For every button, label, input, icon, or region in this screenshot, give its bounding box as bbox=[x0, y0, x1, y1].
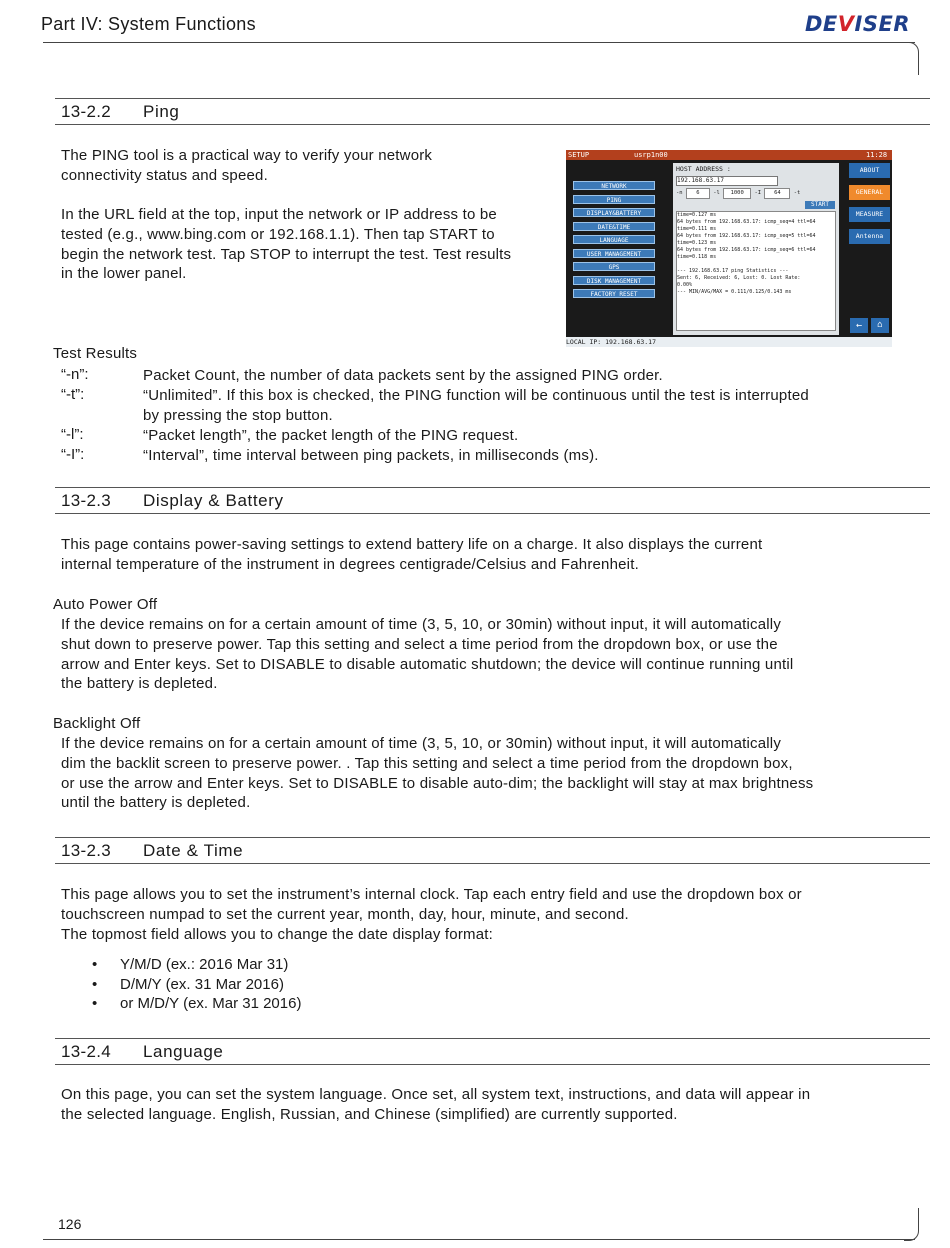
section-title: Date & Time bbox=[143, 841, 244, 860]
section-number: 13-2.3 bbox=[61, 491, 112, 510]
screenshot-local-ip: LOCAL IP: 192.168.63.17 bbox=[566, 337, 892, 347]
param-field: 1000 bbox=[723, 188, 751, 199]
screenshot-menu-item: LANGUAGE bbox=[573, 235, 655, 244]
backlight-off-text bbox=[61, 734, 813, 813]
text-line: touchscreen numpad to set the current year, month, day, hour, minute, and second. bbox=[61, 905, 629, 923]
back-arrow-icon: ← bbox=[850, 318, 868, 333]
screenshot-menu-item: FACTORY RESET bbox=[573, 289, 655, 298]
screenshot-menu-item: DATE&TIME bbox=[573, 222, 655, 231]
text-line: “Packet length”, the packet length of the PING request. bbox=[143, 427, 519, 444]
result-desc bbox=[143, 386, 893, 426]
screenshot-host-label: HOST ADDRESS : bbox=[676, 165, 731, 173]
text-line: begin the network test. Tap STOP to interrupt the test. Test results bbox=[61, 245, 512, 263]
screenshot-setup-label: SETUP bbox=[568, 151, 590, 159]
text-line: Packet Count, the number of data packets sent by the assigned PING order. bbox=[143, 367, 663, 384]
result-key: “-I”: bbox=[61, 446, 85, 463]
language-text bbox=[61, 1085, 810, 1125]
footer-rule-corner bbox=[904, 1208, 919, 1241]
text-line: The topmost field allows you to change the date display format: bbox=[61, 925, 493, 943]
text-line: If the device remains on for a certain amount of time (3, 5, 10, or 30min) without input, it will automatically bbox=[61, 735, 782, 752]
text-line: tested (e.g., www.bing.com or 192.168.1.1). Then tap START to bbox=[61, 225, 495, 243]
output-line: 64 bytes from 192.168.63.17: icmp_seq=5 ttl=64 bbox=[677, 233, 816, 239]
test-results-heading: Test Results bbox=[53, 345, 138, 362]
text-line: in the lower panel. bbox=[61, 265, 187, 283]
result-desc bbox=[143, 366, 893, 386]
screenshot-side-tab: GENERAL bbox=[849, 185, 890, 200]
section-heading-ping bbox=[55, 98, 930, 125]
text-line: “Interval”, time interval between ping packets, in milliseconds (ms). bbox=[143, 447, 599, 464]
text-line: On this page, you can set the system language. Once set, all system text, instructions, and data will appear in bbox=[61, 1086, 811, 1103]
text-line: dim the backlit screen to preserve power. . Tap this setting and select a time period from the dropdown box, bbox=[61, 754, 793, 772]
result-key: “-l”: bbox=[61, 426, 84, 443]
bullet-icon: • bbox=[92, 956, 98, 973]
header-title: Part IV: System Functions bbox=[41, 14, 256, 34]
section-number: 13-2.3 bbox=[61, 841, 112, 860]
auto-power-off-text bbox=[61, 615, 793, 694]
output-line: 64 bytes from 192.168.63.17: icmp_seq=4 ttl=64 bbox=[677, 219, 816, 225]
section-title: Language bbox=[143, 1042, 224, 1061]
text-line: This page contains power-saving settings to extend battery life on a charge. It also displays the current bbox=[61, 536, 763, 553]
list-item-text: or M/D/Y (ex. Mar 31 2016) bbox=[120, 995, 302, 1012]
text-line: the selected language. English, Russian, and Chinese (simplified) are currently supported. bbox=[61, 1105, 678, 1123]
screenshot-host-field: 192.168.63.17 bbox=[676, 176, 778, 186]
screenshot-user: usrp1n00 bbox=[634, 151, 668, 159]
screenshot-menu-item: NETWORK bbox=[573, 181, 655, 190]
section-number: 13-2.2 bbox=[61, 102, 112, 121]
output-line bbox=[677, 261, 835, 268]
screenshot-start-button: START bbox=[805, 201, 835, 209]
section-number: 13-2.4 bbox=[61, 1042, 112, 1061]
screenshot-time: 11:28 bbox=[866, 151, 888, 159]
screenshot-side-tab: Antenna bbox=[849, 229, 890, 244]
screenshot-ping-panel bbox=[673, 163, 839, 335]
text-line: internal temperature of the instrument in degrees centigrade/Celsius and Fahrenheit. bbox=[61, 555, 639, 573]
text-line: arrow and Enter keys. Set to DISABLE to disable automatic shutdown; the device will continue running until bbox=[61, 655, 794, 673]
text-line: This page allows you to set the instrument’s internal clock. Tap each entry field and use the dropdown box or bbox=[61, 886, 802, 903]
text-line: or use the arrow and Enter keys. Set to DISABLE to disable auto-dim; the backlight will stay at max brightness bbox=[61, 774, 814, 792]
output-line: Sent: 6, Received: 6, Lost: 0. Lost Rate: bbox=[677, 275, 801, 281]
output-line: time=0.111 ms bbox=[677, 226, 717, 232]
page-number: 126 bbox=[58, 1216, 82, 1232]
section-title: Display & Battery bbox=[143, 491, 284, 510]
result-key: “-t”: bbox=[61, 386, 85, 403]
param-field: 64 bbox=[764, 188, 790, 199]
text-line: If the device remains on for a certain amount of time (3, 5, 10, or 30min) without input, it will automatically bbox=[61, 616, 782, 633]
datetime-intro bbox=[61, 885, 802, 944]
result-desc bbox=[143, 426, 893, 446]
text-line: until the battery is depleted. bbox=[61, 794, 251, 812]
screenshot-menu-item: GPS bbox=[573, 262, 655, 271]
ping-screenshot bbox=[566, 150, 892, 347]
screenshot-menu-item: DISK MANAGEMENT bbox=[573, 276, 655, 285]
section-title: Ping bbox=[143, 102, 180, 121]
header-rule bbox=[43, 42, 915, 43]
backlight-off-heading: Backlight Off bbox=[53, 715, 141, 732]
param-field: 6 bbox=[686, 188, 710, 199]
section-heading-display-battery bbox=[55, 487, 930, 514]
text-line: connectivity status and speed. bbox=[61, 166, 268, 184]
result-key: “-n”: bbox=[61, 366, 89, 383]
screenshot-side-tab: ABOUT bbox=[849, 163, 890, 178]
param: -n bbox=[676, 190, 683, 196]
output-line: time=0.118 ms bbox=[677, 254, 717, 260]
bullet-icon: • bbox=[92, 995, 98, 1012]
screenshot-status-bar bbox=[566, 150, 892, 160]
display-intro bbox=[61, 535, 762, 575]
output-line: time=0.127 ms bbox=[677, 212, 717, 218]
ping-instructions bbox=[61, 205, 511, 284]
text-line: shut down to preserve power. Tap this setting and select a time period from the dropdown box, or use the bbox=[61, 635, 778, 653]
screenshot-menu-item: USER MANAGEMENT bbox=[573, 249, 655, 258]
param: -t bbox=[793, 190, 801, 196]
screenshot-output bbox=[676, 211, 836, 331]
home-icon: ⌂ bbox=[871, 318, 889, 333]
list-item-text: D/M/Y (ex. 31 Mar 2016) bbox=[120, 976, 284, 993]
bullet-icon: • bbox=[92, 976, 98, 993]
text-line: In the URL field at the top, input the network or IP address to be bbox=[61, 206, 497, 223]
text-line: The PING tool is a practical way to verify your network bbox=[61, 147, 433, 164]
output-line: time=0.123 ms bbox=[677, 240, 717, 246]
ping-intro bbox=[61, 146, 432, 186]
screenshot-menu-item: DISPLAY&BATTERY bbox=[573, 208, 655, 217]
param: -l bbox=[713, 190, 720, 196]
list-item-text: Y/M/D (ex.: 2016 Mar 31) bbox=[120, 956, 289, 973]
output-line: 0.00% bbox=[677, 282, 693, 288]
footer-rule bbox=[43, 1239, 915, 1240]
text-line: by pressing the stop button. bbox=[143, 406, 333, 424]
text-line: “Unlimited”. If this box is checked, the PING function will be continuous until the test is interrupted bbox=[143, 387, 809, 404]
auto-power-off-heading: Auto Power Off bbox=[53, 596, 158, 613]
header-rule-corner bbox=[904, 42, 919, 75]
text-line: the battery is depleted. bbox=[61, 675, 218, 693]
screenshot-params bbox=[676, 188, 800, 197]
deviser-logo: DEVISER bbox=[805, 12, 911, 36]
result-desc bbox=[143, 446, 893, 466]
param: -I bbox=[754, 190, 762, 196]
screenshot-menu-item: PING bbox=[573, 195, 655, 204]
output-line: --- 192.168.63.17 ping Statistics --- bbox=[677, 268, 789, 274]
section-heading-date-time bbox=[55, 837, 930, 864]
output-line: 64 bytes from 192.168.63.17: icmp_seq=6 ttl=64 bbox=[677, 247, 816, 253]
screenshot-side-tab: MEASURE bbox=[849, 207, 890, 222]
section-heading-language bbox=[55, 1038, 930, 1065]
output-line: --- MIN/AVG/MAX = 0.111/0.125/0.143 ms bbox=[677, 289, 792, 295]
